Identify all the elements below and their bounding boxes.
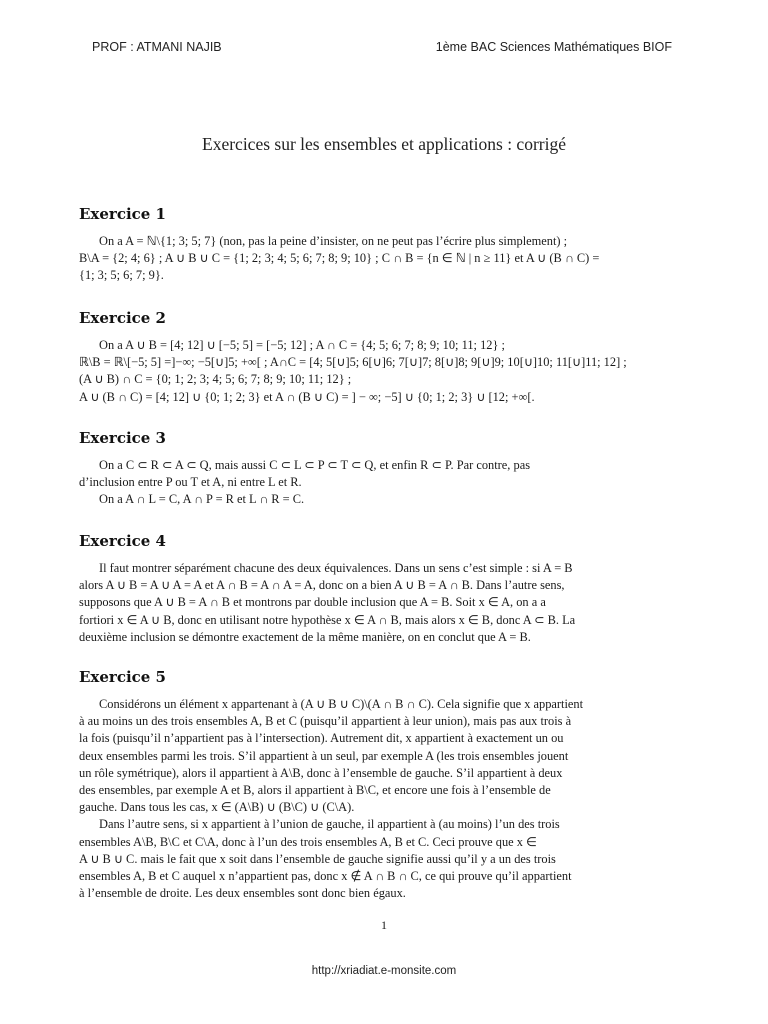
exercise-5-heading: Exercice 5: [79, 668, 166, 686]
exercise-2-heading: Exercice 2: [79, 309, 166, 327]
exercise-5-line: à au moins un des trois ensembles A, B et C (puisqu’il appartient à leur union), mais pas aux trois à: [79, 714, 572, 729]
exercise-5-line: deux ensembles parmi les trois. S’il appartient à un seul, par exemple A (les trois ensembles jouent: [79, 748, 569, 763]
exercise-5-line: à l’ensemble de droite. Les deux ensembles sont donc bien égaux.: [79, 886, 406, 901]
exercise-1-text: [79, 233, 699, 285]
exercise-3-line: On a C ⊂ R ⊂ A ⊂ Q, mais aussi C ⊂ L ⊂ P ⊂ T ⊂ Q, et enfin R ⊂ P. Par contre, pas: [99, 458, 531, 472]
exercise-3-paragraph-1: [79, 457, 699, 491]
exercise-5-line: la fois (puisqu’il n’appartient pas à l’intersection). Autrement dit, x appartient à exactement un ou: [79, 731, 564, 746]
exercise-5-line: Considérons un élément x appartenant à (A ∪ B ∪ C)\(A ∩ B ∩ C). Cela signifie que x appartient: [99, 697, 584, 711]
exercise-5-line: des ensembles, par exemple A et B, alors il appartient à B\C, et encore une fois à l’ensemble de: [79, 783, 551, 798]
footer-url: http://xriadiat.e-monsite.com: [311, 965, 457, 977]
exercise-1-line: {1; 3; 5; 6; 7; 9}.: [79, 268, 164, 283]
exercise-1-heading: Exercice 1: [79, 205, 166, 223]
exercise-5-paragraph-2: [79, 816, 699, 902]
exercise-3-heading: Exercice 3: [79, 429, 166, 447]
exercise-2-line: ℝ\B = ℝ\[−5; 5] =]−∞; −5[∪]5; +∞[ ; A∩C = [4; 5[∪]5; 6[∪]6; 7[∪]7; 8[∪]8; 9[∪]9; 10[∪]10; 11[∪]11; 12] ;: [79, 355, 627, 370]
exercise-4-line: Il faut montrer séparément chacune des deux équivalences. Dans un sens c’est simple : si A = B: [99, 561, 573, 575]
exercise-1-line: B\A = {2; 4; 6} ; A ∪ B ∪ C = {1; 2; 3; 4; 5; 6; 7; 8; 9; 10} ; C ∩ B = {n ∈ ℕ | n ≥ 11} et A ∪ (B ∩ C) =: [79, 251, 600, 266]
exercise-3-section: [79, 429, 699, 509]
exercise-5-line: ensembles A, B et C auquel x n’appartient pas, donc x ∉ A ∩ B ∩ C, ce qui prouve qu’il appartient: [79, 869, 572, 884]
exercise-4-line: alors A ∪ B = A ∪ A = A et A ∩ B = A ∩ A = A, donc on a bien A ∪ B = A ∩ B. Dans l’autre sens,: [79, 578, 565, 593]
exercise-2-line: (A ∪ B) ∩ C = {0; 1; 2; 3; 4; 5; 6; 7; 8; 9; 10; 11; 12} ;: [79, 372, 352, 387]
exercise-5-section: [79, 668, 699, 902]
exercise-5-line: un rôle symétrique), alors il appartient à A\B, donc à l’ensemble de gauche. S’il appartient à deux: [79, 765, 563, 780]
exercise-4-section: [79, 532, 699, 646]
exercise-2-text: [79, 337, 699, 406]
document-title: Exercices sur les ensembles et applications : corrigé: [202, 134, 566, 154]
exercise-4-heading: Exercice 4: [79, 532, 166, 550]
header-author: PROF : ATMANI NAJIB: [92, 40, 222, 54]
exercise-3-paragraph-2: [79, 491, 699, 508]
exercise-2-line: A ∪ (B ∩ C) = [4; 12] ∪ {0; 1; 2; 3} et A ∩ (B ∪ C) = ] − ∞; −5] ∪ {0; 1; 2; 3} ∪ [12; +∞[.: [79, 389, 535, 404]
exercise-1-section: [79, 205, 699, 285]
exercise-3-line: On a A ∩ L = C, A ∩ P = R et L ∩ R = C.: [99, 492, 305, 507]
exercise-1-line: On a A = ℕ\{1; 3; 5; 7} (non, pas la peine d’insister, on ne peut pas l’écrire plus simplement) ;: [99, 234, 568, 248]
exercise-5-line: gauche. Dans tous les cas, x ∈ (A\B) ∪ (B\C) ∪ (C\A).: [79, 800, 355, 815]
exercise-2-line: On a A ∪ B = [4; 12] ∪ [−5; 5] = [−5; 12] ; A ∩ C = {4; 5; 6; 7; 8; 9; 10; 11; 12} ;: [99, 338, 505, 352]
exercise-4-line: supposons que A ∪ B = A ∩ B et montrons par double inclusion que A = B. Soit x ∈ A, on a a: [79, 595, 546, 610]
exercise-4-line: deuxième inclusion se démontre exactement de la même manière, on en conclut que A = B.: [79, 629, 531, 644]
exercise-5-paragraph-1: [79, 696, 699, 816]
page-number: 1: [381, 918, 387, 932]
exercise-3-line: d’inclusion entre P ou T et A, ni entre L et R.: [79, 475, 302, 490]
exercise-5-line: Dans l’autre sens, si x appartient à l’union de gauche, il appartient à (au moins) l’un des trois: [99, 817, 560, 832]
exercise-2-section: [79, 309, 699, 406]
exercise-4-text: [79, 560, 699, 646]
header-course: 1ème BAC Sciences Mathématiques BIOF: [435, 40, 672, 54]
exercise-5-line: ensembles A\B, B\C et C\A, donc à l’un des trois ensembles A, B et C. Ceci prouve que x ∈: [79, 834, 537, 849]
exercise-5-line: A ∪ B ∪ C. mais le fait que x soit dans l’ensemble de gauche signifie aussi qu’il y a un des trois: [79, 851, 556, 866]
exercise-4-line: fortiori x ∈ A ∪ B, donc en utilisant notre hypothèse x ∈ A ∩ B, mais alors x ∈ B, donc A ⊂ B. La: [79, 612, 576, 627]
